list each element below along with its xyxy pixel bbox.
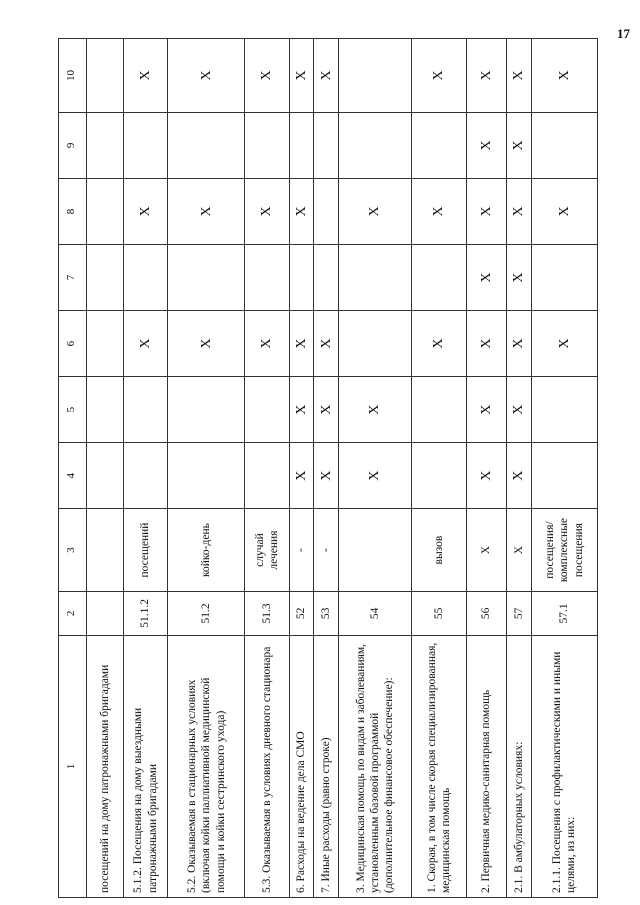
table-cell-col1: 7. Иные расходы (равно строке) — [314, 635, 339, 897]
column-header: 9 — [59, 112, 87, 178]
column-header: 5 — [59, 377, 87, 443]
table-cell-col4 — [124, 443, 168, 509]
table-cell-col5: X — [506, 377, 531, 443]
table-cell-col6 — [86, 311, 124, 377]
table-cell-col9 — [124, 112, 168, 178]
table-cell-col4 — [86, 443, 124, 509]
table-cell-col7 — [124, 245, 168, 311]
table-cell-col6: X — [245, 311, 289, 377]
table-cell-col8: X — [124, 178, 168, 244]
table-cell-col1: 2. Первичная медико-санитарная помощь — [467, 635, 507, 897]
table-cell-col3: - — [314, 509, 339, 592]
table-cell-col5 — [168, 377, 245, 443]
column-header: 3 — [59, 509, 87, 592]
table-cell-col7: X — [467, 245, 507, 311]
table-cell-col7 — [412, 245, 467, 311]
table-cell-col7: X — [506, 245, 531, 311]
table-cell-col7 — [314, 245, 339, 311]
table-cell-col4: X — [314, 443, 339, 509]
table-cell-col6: X — [506, 311, 531, 377]
table-cell-col6: X — [531, 311, 597, 377]
table-cell-col8: X — [412, 178, 467, 244]
table-cell-col3: случай лечения — [245, 509, 289, 592]
table-cell-col9: X — [467, 112, 507, 178]
table-row — [506, 39, 531, 898]
table-cell-col10: X — [124, 39, 168, 113]
table-cell-col5 — [245, 377, 289, 443]
table-cell-col2: 51.2 — [168, 591, 245, 635]
table-cell-col9 — [339, 112, 412, 178]
table-cell-col8: X — [467, 178, 507, 244]
table-cell-col1: 5.3. Оказываемая в условиях дневного стационара — [245, 635, 289, 897]
table-cell-col10: X — [289, 39, 314, 113]
column-header: 2 — [59, 591, 87, 635]
table-cell-col5 — [412, 377, 467, 443]
column-header: 6 — [59, 311, 87, 377]
table-cell-col5: X — [339, 377, 412, 443]
table-cell-col2: 54 — [339, 591, 412, 635]
table-cell-col3: - — [289, 509, 314, 592]
table-cell-col4: X — [467, 443, 507, 509]
table-cell-col1: 2.1. В амбулаторных условиях: — [506, 635, 531, 897]
table-cell-col6: X — [412, 311, 467, 377]
table-cell-col7 — [245, 245, 289, 311]
table-cell-col7 — [531, 245, 597, 311]
table-cell-col1: 6. Расходы на ведение дела СМО — [289, 635, 314, 897]
table-row — [339, 39, 412, 898]
column-header: 7 — [59, 245, 87, 311]
table-body — [59, 39, 598, 898]
table-row — [86, 39, 124, 898]
page-number: 17 — [617, 26, 630, 41]
table-cell-col8: X — [506, 178, 531, 244]
table-cell-col10: X — [168, 39, 245, 113]
table-cell-col6: X — [168, 311, 245, 377]
table-cell-col6 — [339, 311, 412, 377]
table-cell-col1: 1. Скорая, в том числе скорая специализированная, медицинская помощь — [412, 635, 467, 897]
table-cell-col8: X — [168, 178, 245, 244]
table-cell-col2: 55 — [412, 591, 467, 635]
table-cell-col8: X — [339, 178, 412, 244]
column-header: 8 — [59, 178, 87, 244]
table-cell-col2: 53 — [314, 591, 339, 635]
table-cell-col2: 52 — [289, 591, 314, 635]
table-cell-col4 — [245, 443, 289, 509]
column-header: 1 — [59, 635, 87, 897]
column-number-row — [59, 39, 87, 898]
table-cell-col8: X — [289, 178, 314, 244]
table-cell-col10 — [86, 39, 124, 113]
table-cell-col9: X — [506, 112, 531, 178]
table-cell-col9 — [412, 112, 467, 178]
table-row — [314, 39, 339, 898]
table-cell-col7 — [339, 245, 412, 311]
table-cell-col3: койко-день — [168, 509, 245, 592]
table-cell-col1: 2.1.1. Посещения с профилактическими и иными целями, из них: — [531, 635, 597, 897]
table-row — [124, 39, 168, 898]
table-row — [467, 39, 507, 898]
table-row — [531, 39, 597, 898]
table-cell-col2: 57 — [506, 591, 531, 635]
table-cell-col9 — [314, 112, 339, 178]
table-cell-col6: X — [289, 311, 314, 377]
table-row — [245, 39, 289, 898]
table-cell-col2: 51.1.2 — [124, 591, 168, 635]
table-cell-col4 — [168, 443, 245, 509]
table-cell-col4 — [531, 443, 597, 509]
table-cell-col8: X — [531, 178, 597, 244]
table-cell-col5 — [531, 377, 597, 443]
table-cell-col9 — [289, 112, 314, 178]
table-cell-col10: X — [245, 39, 289, 113]
table-cell-col2 — [86, 591, 124, 635]
table-cell-col5: X — [314, 377, 339, 443]
table-row — [289, 39, 314, 898]
table-cell-col10: X — [314, 39, 339, 113]
table-cell-col10: X — [506, 39, 531, 113]
table-cell-col5 — [86, 377, 124, 443]
table-cell-col3: посещений — [124, 509, 168, 592]
rotated-table-frame — [58, 38, 598, 898]
table-cell-col4: X — [289, 443, 314, 509]
table-cell-col5: X — [467, 377, 507, 443]
table-cell-col7 — [168, 245, 245, 311]
table-cell-col6: X — [314, 311, 339, 377]
table-cell-col3: посещения/комплексные посещения — [531, 509, 597, 592]
table-cell-col8: X — [245, 178, 289, 244]
table-cell-col7 — [86, 245, 124, 311]
table-cell-col10: X — [467, 39, 507, 113]
table-cell-col3: X — [467, 509, 507, 592]
table-cell-col2: 51.3 — [245, 591, 289, 635]
rotated-table-inner — [58, 38, 598, 898]
table-cell-col9 — [86, 112, 124, 178]
table-cell-col7 — [289, 245, 314, 311]
table-cell-col8 — [314, 178, 339, 244]
data-table — [58, 38, 598, 898]
table-cell-col4 — [412, 443, 467, 509]
table-cell-col1: посещений на дому патронажными бригадами — [86, 635, 124, 897]
table-cell-col4: X — [506, 443, 531, 509]
table-cell-col4: X — [339, 443, 412, 509]
table-cell-col6: X — [124, 311, 168, 377]
table-cell-col3: X — [506, 509, 531, 592]
table-cell-col10 — [339, 39, 412, 113]
column-header: 10 — [59, 39, 87, 113]
table-cell-col2: 56 — [467, 591, 507, 635]
column-header: 4 — [59, 443, 87, 509]
table-cell-col9 — [245, 112, 289, 178]
table-cell-col10: X — [531, 39, 597, 113]
table-cell-col8 — [86, 178, 124, 244]
table-cell-col1: 5.1.2. Посещения на дому выездными патронажными бригадами — [124, 635, 168, 897]
table-row — [168, 39, 245, 898]
table-cell-col3 — [339, 509, 412, 592]
table-cell-col1: 5.2. Оказываемая в стационарных условиях (включая койки паллиативной медицинской помощи и койки сестринского ухода) — [168, 635, 245, 897]
table-cell-col1: 3. Медицинская помощь по видам и заболеваниям, установленным базовой программой (дополнительное финансовое обеспечение): — [339, 635, 412, 897]
table-cell-col3 — [86, 509, 124, 592]
table-cell-col10: X — [412, 39, 467, 113]
table-cell-col5: X — [289, 377, 314, 443]
table-cell-col9 — [168, 112, 245, 178]
table-cell-col2: 57.1 — [531, 591, 597, 635]
table-cell-col3: вызов — [412, 509, 467, 592]
table-row — [412, 39, 467, 898]
table-cell-col9 — [531, 112, 597, 178]
table-cell-col5 — [124, 377, 168, 443]
table-cell-col6: X — [467, 311, 507, 377]
